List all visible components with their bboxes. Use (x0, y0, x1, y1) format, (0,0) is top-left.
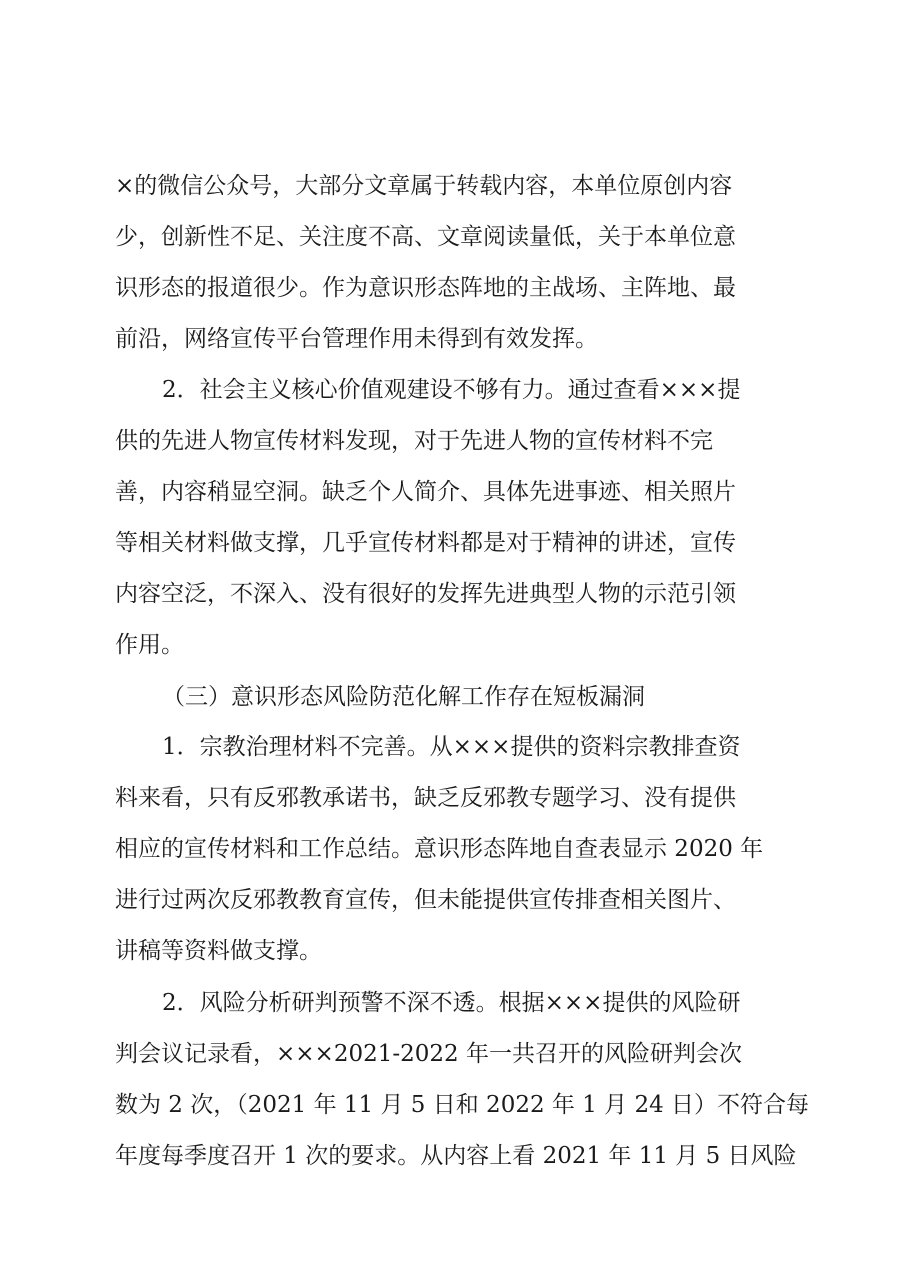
text-line: 讲稿等资料做支撑。 (115, 938, 322, 964)
text-line: 善，内容稍显空洞。缺乏个人简介、具体先进事迹、相关照片 (115, 479, 736, 505)
text-line: 等相关材料做支撑，几乎宣传材料都是对于精神的讲述，宣传 (115, 530, 736, 556)
text-line: 年度每季度召开 1 次的要求。从内容上看 2021 年 11 月 5 日风险 (115, 1143, 797, 1169)
text-line: 相应的宣传材料和工作总结。意识形态阵地自查表显示 2020 年 (115, 836, 764, 862)
text-line: 进行过两次反邪教教育宣传，但未能提供宣传排查相关图片、 (115, 887, 736, 913)
text-line: ×的微信公众号，大部分文章属于转载内容，本单位原创内容 (115, 173, 733, 199)
text-line: 判会议记录看，×××2021-2022 年一共召开的风险研判会次 (115, 1041, 742, 1067)
text-line: 供的先进人物宣传材料发现，对于先进人物的宣传材料不完 (115, 428, 713, 454)
section-heading: （三）意识形态风险防范化解工作存在短板漏洞 (162, 684, 645, 710)
text-line: 识形态的报道很少。作为意识形态阵地的主战场、主阵地、最 (115, 275, 736, 301)
text-line: 内容空泛，不深入、没有很好的发挥先进典型人物的示范引领 (115, 581, 736, 607)
text-line: 少，创新性不足、关注度不高、文章阅读量低，关于本单位意 (115, 224, 736, 250)
text-line: 2．社会主义核心价值观建设不够有力。通过查看×××提 (162, 377, 741, 403)
text-line: 数为 2 次，（2021 年 11 月 5 日和 2022 年 1 月 24 日）不符合每 (115, 1092, 810, 1118)
text-line: 1．宗教治理材料不完善。从×××提供的资料宗教排查资 (162, 734, 741, 760)
text-line: 料来看，只有反邪教承诺书，缺乏反邪教专题学习、没有提供 (115, 785, 736, 811)
text-line: 2．风险分析研判预警不深不透。根据×××提供的风险研 (162, 990, 741, 1016)
text-line: 前沿，网络宣传平台管理作用未得到有效发挥。 (115, 326, 598, 352)
text-line: 作用。 (115, 632, 184, 658)
